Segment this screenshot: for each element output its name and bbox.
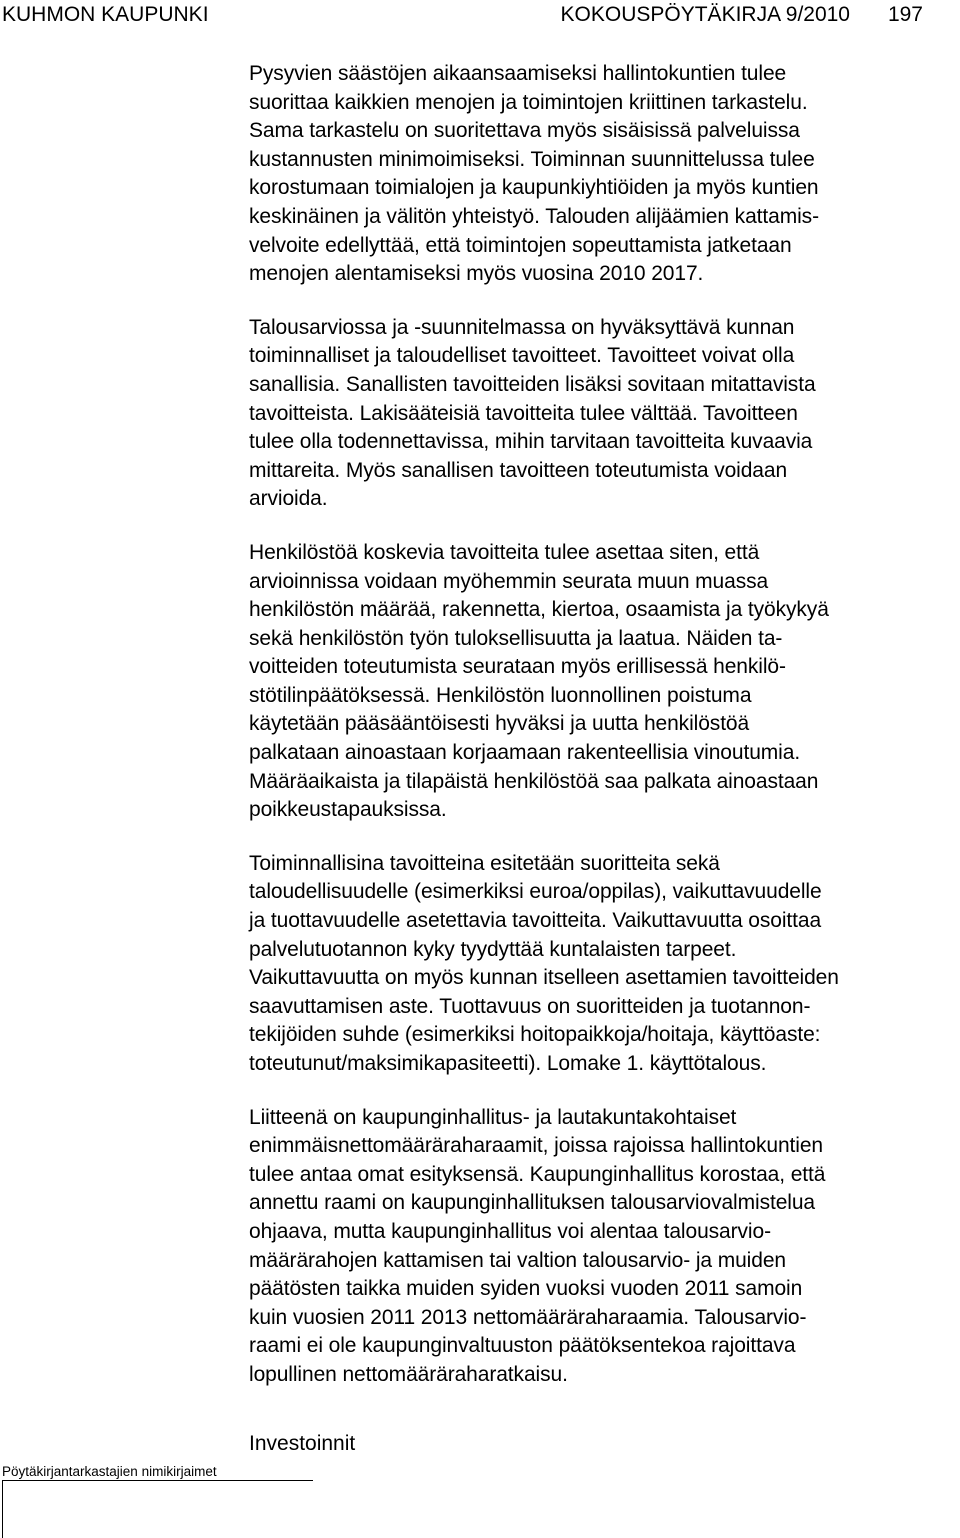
organization-name: KUHMON KAUPUNKI xyxy=(2,3,209,26)
paragraph-1: Pysyvien säästöjen aikaansaamiseksi hallintokuntien tulee suorittaa kaikkien menojen ja toimintojen kriittinen tarkastelu. Sama tarkastelu on suoritettava myös sisäisissä palveluissa kustannusten minimoimiseksi. Toiminnan suunnittelussa tulee korostumaan toimialojen ja kaupunkiyhtiöiden ja myös kuntien keskinäinen ja välitön yhteistyö. Talouden alijäämien kattamis- velvoite edellyttää, että toimintojen sopeuttamista jatketaan menojen alentamiseksi myös vuosina 2010 2017. xyxy=(249,62,819,286)
paragraph-4: Toiminnallisina tavoitteina esitetään suoritteita sekä taloudellisuudelle (esimerkiksi euroa/oppilas), vaikuttavuudelle ja tuottavuudelle asetettavia tavoitteita. Vaikuttavuutta osoittaa palvelutuotannon kyky tyydyttää kuntalaisten tarpeet. Vaikuttavuutta on myös kunnan itselleen asettamien tavoitteiden saavuttamisen aste. Tuottavuus on suoritteiden ja tuotannon- tekijöiden suhde (esimerkiksi hoitopaikkoja/hoitaja, käyttöaste: toteutunut/maksimikapasiteetti). Lomake 1. käyttötalous. xyxy=(249,851,839,1075)
document-title xyxy=(561,2,850,28)
page-header xyxy=(0,0,960,30)
page-number: 197 xyxy=(887,3,923,26)
paragraph-2: Talousarviossa ja -suunnitelmassa on hyväksyttävä kunnan toiminnalliset ja taloudelliset tavoitteet. Tavoitteet voivat olla sanallisia. Sanallisten tavoitteiden lisäksi sovitaan mitattavista tavoitteista. Lakisääteisiä tavoitteita tulee välttää. Tavoitteen tulee olla todennettavissa, mihin tarvitaan tavoitteita kuvaavia mittareita. Myös sanallisen tavoitteen toteutumista voidaan arvioida. xyxy=(249,315,816,511)
signature-label: Pöytäkirjantarkastajien nimikirjaimet xyxy=(2,1464,217,1479)
paragraph-5: Liitteenä on kaupunginhallitus- ja lautakuntakohtaiset enimmäisnettomääräraharaamit, joissa rajoissa hallintokuntien tulee antaa omat esityksensä. Kaupunginhallitus korostaa, että annettu raami on kaupunginhallituksen talousarviovalmistelua ohjaava, mutta kaupunginhallitus voi alentaa talousarvio- määrärahojen kattamisen tai valtion talousarvio- ja muiden päätösten taikka muiden syiden vuoksi vuoden 2011 samoin kuin vuosien 2011 2013 nettomääräraharaamia. Talousarvio- raami ei ole kaupunginvaltuuston päätöksentekoa rajoittava lopullinen nettomääräraharatkaisu. xyxy=(249,1105,826,1386)
signature-box-edge xyxy=(2,1480,3,1538)
section-heading: Investoinnit xyxy=(249,1432,356,1455)
document-name: KOKOUSPÖYTÄKIRJA 9/2010 xyxy=(560,3,850,26)
paragraph-3: Henkilöstöä koskevia tavoitteita tulee asettaa siten, että arvioinnissa voidaan myöhemmin seurata muun muassa henkilöstön määrää, rakennetta, kiertoa, osaamista ja työkykyä sekä henkilöstön työn tuloksellisuutta ja laatua. Näiden ta- voitteiden toteutumista seurataan myös erillisessä henkilö- stötilinpäätöksessä. Henkilöstön luonnollinen poistuma käytetään pääsääntöisesti hyväksi ja uutta henkilöstöä palkataan ainoastaan korjaamaan rakenteellisia vinoutumia. Määräaikaista ja tilapäistä henkilöstöä saa palkata ainoastaan poikkeustapauksissa. xyxy=(249,540,829,822)
signature-line xyxy=(2,1480,313,1481)
body-text xyxy=(249,60,957,1415)
